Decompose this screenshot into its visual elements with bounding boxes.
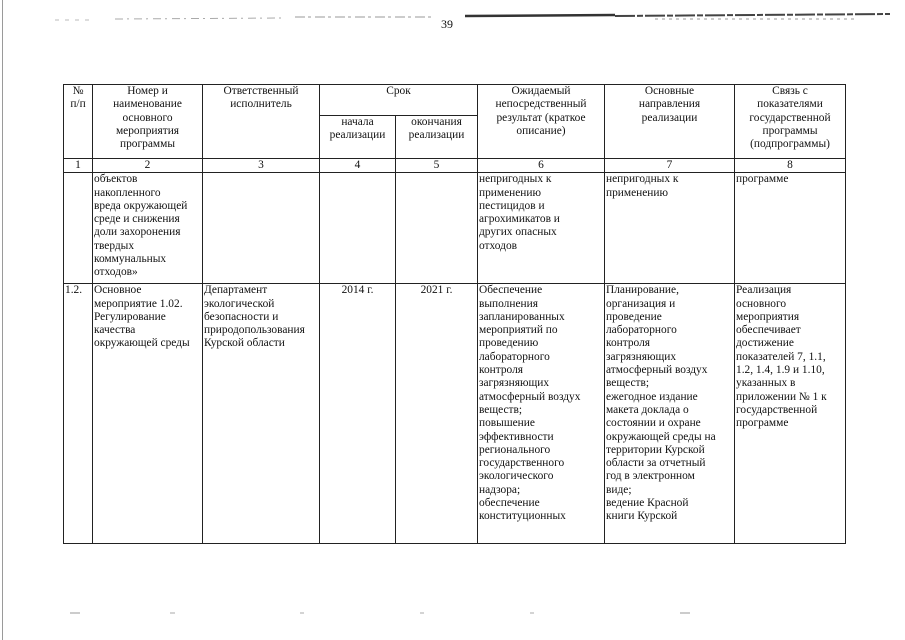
column-number: 2 [93,159,203,173]
scan-edge-left [2,0,3,640]
header-number: № п/п [64,85,93,159]
start-year [320,173,396,284]
column-number: 5 [396,159,478,173]
program-activities-table [63,84,846,544]
indicators-link: Реализация основного мероприятия обеспечивает достижение показателей 7, 1.1, 1.2, 1.4, 1.9 и 1.10, указанных в приложении № 1 к государственной программе [735,284,846,544]
header-directions: Основные направления реализации [605,85,735,159]
activity-name: Основное мероприятие 1.02. Регулирование качества окружающей среды [93,284,203,544]
table-row [64,284,846,544]
directions: Планирование, организация и проведение лабораторного контроля загрязняющих атмосферный воздух веществ; ежегодное издание макета доклада о состоянии и охране окружающей среды на территории Курской области за отчетный год в электронном виде; ведение Красной книги Курской [605,284,735,544]
start-year: 2014 г. [320,284,396,544]
header-end: окончания реализации [396,116,478,159]
row-number: 1.2. [64,284,93,544]
header-executor: Ответственный исполнитель [203,85,320,159]
column-number: 7 [605,159,735,173]
column-number: 4 [320,159,396,173]
header-start: начала реализации [320,116,396,159]
column-number: 1 [64,159,93,173]
page-number: 39 [441,17,453,31]
executor [203,173,320,284]
expected-result: Обеспечение выполнения запланированных мероприятий по проведению лабораторного контроля загрязняющих атмосферный воздух веществ; повышение эффективности регионального государственного экологического надзора; обеспечение конституционных [478,284,605,544]
scan-artifact-top [55,12,890,22]
column-number: 6 [478,159,605,173]
column-number-row [64,159,846,173]
expected-result: непригодных к применению пестицидов и агрохимикатов и других опасных отходов [478,173,605,284]
header-indicators-link: Связь с показателями государственной программы (подпрограммы) [735,85,846,159]
directions: непригодных к применению [605,173,735,284]
end-year: 2021 г. [396,284,478,544]
activity-name: объектов накопленного вреда окружающей среде и снижения доли захоронения твердых коммунальных отходов» [93,173,203,284]
table-row [64,173,846,284]
scan-artifact-bottom [0,608,905,618]
end-year [396,173,478,284]
header-term: Срок [320,85,478,116]
indicators-link: программе [735,173,846,284]
row-number [64,173,93,284]
header-activity-name: Номер и наименование основного мероприятия программы [93,85,203,159]
header-expected-result: Ожидаемый непосредственный результат (краткое описание) [478,85,605,159]
executor: Департамент экологической безопасности и природопользования Курской области [203,284,320,544]
column-number: 3 [203,159,320,173]
column-number: 8 [735,159,846,173]
